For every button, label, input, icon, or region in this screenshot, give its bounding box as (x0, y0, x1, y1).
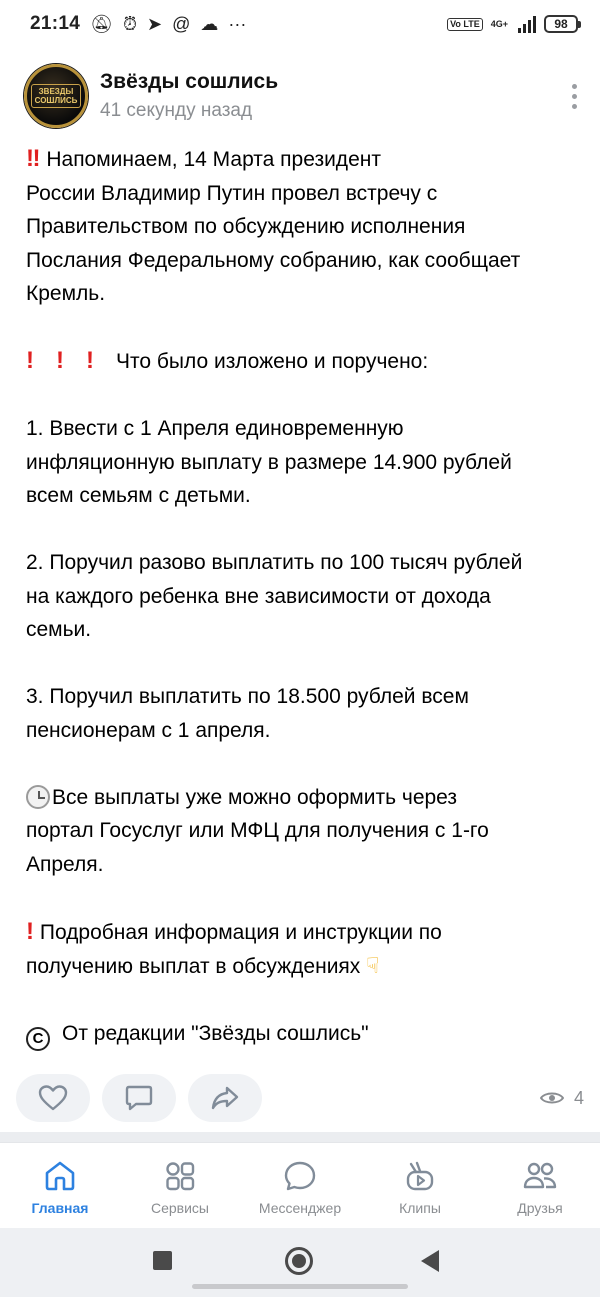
spacer (26, 513, 576, 547)
services-icon (163, 1160, 197, 1192)
spacer (26, 311, 576, 345)
post-meta (100, 70, 278, 122)
double-exclamation-icon: ‼ (26, 145, 41, 172)
exclamation-icon: ! (86, 347, 94, 374)
post-paragraph (26, 949, 576, 984)
post-author[interactable]: Звёзды сошлись (100, 70, 279, 93)
text-line: Правительством по обсуждению исполнения (26, 215, 466, 238)
more-dot-icon (572, 94, 577, 99)
text-line: Послания Федеральному собранию, как сообщает (26, 248, 521, 272)
avatar-text-2: СОШЛИСЬ (34, 96, 78, 105)
telegram-icon: ➤ (147, 13, 163, 34)
avatar-logo (31, 84, 82, 108)
post-paragraph (26, 915, 576, 950)
avatar-text-1: ЗВЕЗДЫ (38, 87, 74, 96)
nav-services[interactable] (120, 1143, 240, 1228)
eye-icon (540, 1090, 564, 1106)
text-line: семьи. (26, 618, 92, 641)
signal-icon (518, 15, 536, 33)
post-paragraph (26, 142, 576, 177)
post-paragraph (26, 1017, 576, 1051)
share-icon (210, 1084, 240, 1112)
exclamation-icon: ! (56, 347, 64, 374)
views-counter (540, 1088, 590, 1109)
nav-friends[interactable] (480, 1143, 600, 1228)
spacer (26, 984, 576, 1018)
nav-label: Мессенджер (258, 1199, 342, 1216)
text-line: инфляционную выплату в размере 14.900 рублей (26, 450, 512, 474)
comment-button[interactable] (102, 1074, 176, 1122)
exclamation-icon: ! (26, 917, 34, 945)
status-right (447, 15, 578, 33)
at-icon: @ (172, 13, 191, 34)
text-line: Подробная информация и инструкции по (39, 920, 442, 944)
text-line: Кремль. (26, 282, 106, 305)
status-notification-icons (90, 14, 246, 35)
status-bar (0, 0, 600, 48)
status-time: 21:14 (30, 13, 81, 34)
post-paragraph (26, 781, 576, 815)
like-button[interactable] (16, 1074, 90, 1122)
messenger-icon (283, 1160, 317, 1192)
comment-icon (124, 1084, 154, 1112)
nav-messenger[interactable] (240, 1143, 360, 1228)
home-button[interactable] (285, 1247, 313, 1275)
spacer (26, 379, 576, 413)
spacer (26, 647, 576, 681)
text-line: на каждого ребенка вне зависимости от дохода (26, 584, 491, 608)
post-time[interactable]: 41 секунду назад (100, 100, 253, 121)
post-text (26, 142, 576, 1051)
recents-button[interactable] (153, 1251, 172, 1270)
text-line: Что было изложено и поручено: (116, 350, 429, 373)
exclamation-icon: ! (26, 347, 34, 374)
battery-icon: 98 (544, 15, 578, 33)
text-line: всем семьям с детьми. (26, 484, 251, 507)
post-actions (16, 1072, 590, 1124)
text-line: 1. Ввести с 1 Апреля единовременную (26, 417, 404, 440)
cloud-icon: ☁ (200, 13, 219, 34)
discussions-link[interactable]: получению выплат в обсуждениях (26, 955, 361, 978)
bottom-nav (0, 1142, 600, 1228)
spacer (26, 881, 576, 915)
more-dot-icon (572, 104, 577, 109)
friends-icon (523, 1160, 557, 1192)
post-paragraph (26, 344, 576, 379)
copyright-icon: C (26, 1027, 50, 1051)
nav-label: Сервисы (150, 1199, 209, 1216)
nav-home[interactable] (0, 1143, 120, 1228)
post-header (24, 58, 584, 134)
nav-label: Клипы (399, 1199, 441, 1216)
text-line: России Владимир Путин провел встречу с (26, 181, 438, 205)
nav-label: Друзья (517, 1199, 563, 1216)
text-line: пенсионерам с 1 апреля. (26, 718, 271, 742)
text-line: Все выплаты уже можно оформить через (52, 785, 458, 809)
spacer (26, 747, 576, 781)
back-button[interactable] (421, 1250, 439, 1272)
avatar[interactable] (24, 64, 88, 128)
home-icon (43, 1160, 77, 1192)
nav-clips[interactable] (360, 1143, 480, 1228)
system-nav-bar (0, 1228, 600, 1297)
heart-icon (38, 1084, 68, 1112)
text-line: 2. Поручил разово выплатить по 100 тысяч рублей (26, 551, 523, 574)
nav-label: Главная (31, 1199, 89, 1216)
pointing-down-icon: ☟ (366, 953, 380, 978)
clock-icon (26, 785, 50, 809)
feed-divider (0, 1132, 600, 1142)
share-button[interactable] (188, 1074, 262, 1122)
more-options-button[interactable] (564, 76, 584, 116)
text-line: портал Госуслуг или МФЦ для получения с 1-го (26, 819, 489, 842)
network-type: 4G+ (490, 18, 508, 29)
text-line: 3. Поручил выплатить по 18.500 рублей всем (26, 685, 469, 708)
gesture-bar[interactable] (192, 1284, 408, 1289)
text-line: Напоминаем, 14 Марта президент (46, 148, 381, 171)
more-notifications-icon: ··· (228, 13, 247, 34)
text-line: От редакции "Звёзды сошлись" (62, 1022, 369, 1045)
volte-icon: Vo LTE (447, 18, 483, 31)
text-line: Апреля. (26, 852, 104, 876)
views-count: 4 (573, 1087, 584, 1108)
clips-icon (403, 1160, 437, 1192)
alarm-icon: ⏰︎ (122, 13, 138, 34)
more-dot-icon (572, 84, 577, 89)
mute-icon: 🔕︎ (90, 13, 113, 34)
